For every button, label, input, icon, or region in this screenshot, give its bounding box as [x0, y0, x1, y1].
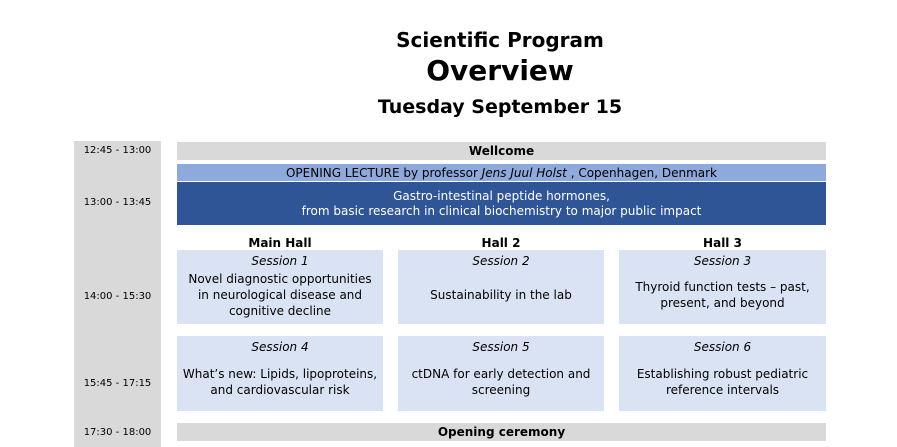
opening-lecture-prefix: OPENING LECTURE by professor: [285, 165, 482, 180]
session-name: Session 6: [693, 340, 752, 354]
overview-title: Overview: [426, 54, 574, 87]
time-slot: 17:30 - 18:00: [83, 427, 152, 438]
opening-lecture-suffix: , Copenhagen, Denmark: [566, 165, 717, 180]
session-title: Novel diagnostic opportunities in neurological disease and cognitive decline: [188, 272, 372, 318]
session-name: Session 3: [693, 254, 752, 268]
time-slot: 12:45 - 13:00: [83, 145, 152, 156]
opening-lecture-speaker: Jens Juul Holst: [481, 165, 567, 180]
hall-header-main: Main Hall: [248, 236, 312, 250]
session-card[interactable]: [177, 250, 383, 324]
session-name: Session 5: [472, 340, 530, 354]
opening-lecture-bar: [177, 164, 826, 181]
time-slot: 14:00 - 15:30: [83, 291, 152, 302]
opening-ceremony-label: Opening ceremony: [437, 425, 566, 439]
session-card[interactable]: [398, 250, 604, 324]
time-slot: 13:00 - 13:45: [83, 197, 152, 208]
hall-header-3: Hall 3: [703, 236, 742, 250]
welcome-label: Wellcome: [468, 144, 535, 158]
session-card[interactable]: [619, 336, 826, 411]
session-title: ctDNA for early detection and screening: [411, 367, 591, 397]
session-title: Sustainability in the lab: [430, 288, 572, 302]
session-name: Session 2: [472, 254, 530, 268]
session-card[interactable]: [619, 250, 826, 324]
session-card[interactable]: [177, 336, 383, 411]
session-title: Thyroid function tests – past, present, and beyond: [635, 280, 810, 310]
session-name: Session 1: [251, 254, 309, 268]
opening-lecture-title-box: [177, 182, 826, 225]
day-heading: Tuesday September 15: [377, 96, 623, 118]
opening-ceremony-bar: [177, 423, 826, 441]
lecture-title-line1: Gastro-intestinal peptide hormones,: [393, 188, 610, 203]
session-card[interactable]: [398, 336, 604, 411]
hall-header-2: Hall 2: [481, 236, 521, 250]
welcome-bar: [177, 142, 826, 160]
time-slot: 15:45 - 17:15: [83, 378, 152, 389]
session-title: What’s new: Lipids, lipoproteins, and cardiovascular risk: [182, 367, 378, 397]
lecture-title-line2: from basic research in clinical biochemistry to major public impact: [301, 203, 702, 218]
session-name: Session 4: [251, 340, 309, 354]
program-title: Scientific Program: [396, 28, 604, 52]
session-title: Establishing robust pediatric reference intervals: [636, 367, 809, 397]
